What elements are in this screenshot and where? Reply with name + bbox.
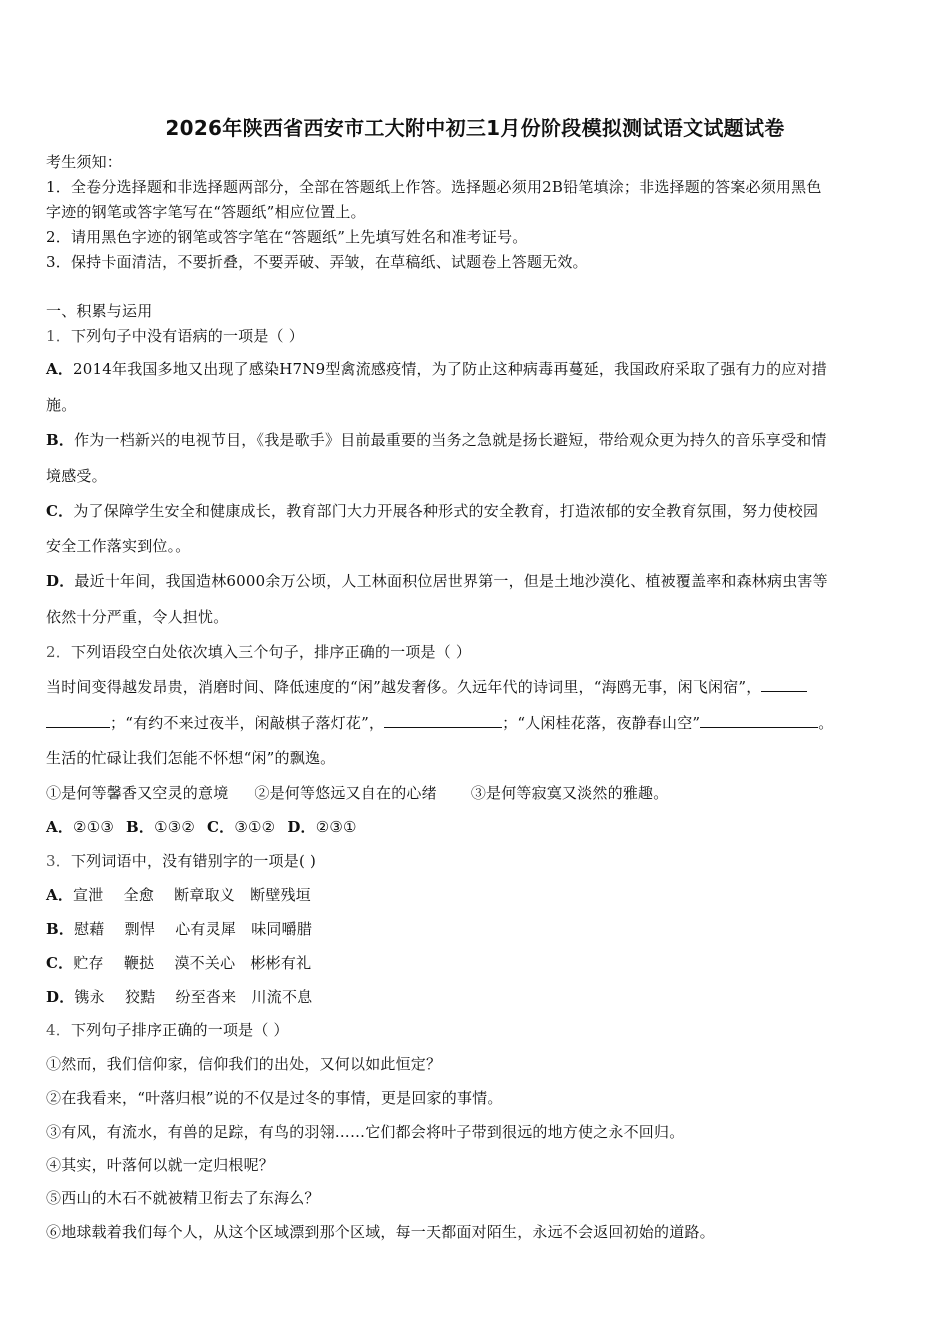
q2-passage-line-1 bbox=[46, 677, 807, 697]
q2-choice-b: ①③② bbox=[154, 818, 196, 836]
section-heading: 一、积累与运用 bbox=[46, 302, 153, 320]
q1-option-d-cont: 依然十分严重，令人担忧。 bbox=[46, 608, 229, 626]
q1-option-a-text: 2014年我国多地又出现了感染H7N9型禽流感疫情，为了防止这种病毒再蔓延，我国政府采取了强有力的应对措 bbox=[73, 360, 827, 378]
question-4-text: 下列句子排序正确的一项是（ ） bbox=[70, 1021, 289, 1039]
q2-choices bbox=[46, 817, 357, 837]
question-4-stem bbox=[46, 1020, 289, 1040]
question-1-stem bbox=[46, 326, 304, 346]
q2-passage-text-1: 当时间变得越发昂贵，消磨时间、降低速度的“闲”越发奢侈。久远年代的诗词里，“海鸥无事，闲飞闲宿”， bbox=[46, 678, 762, 696]
q1-option-d-text: 最近十年间，我国造林6000余万公顷，人工林面积位居世界第一，但是土地沙漠化、植被覆盖率和森林病虫害等 bbox=[74, 572, 828, 590]
q2-choice-c-label: C． bbox=[207, 818, 235, 836]
q3-option-b bbox=[46, 919, 312, 939]
q1-option-a-cont: 施。 bbox=[46, 396, 77, 414]
q3-option-a bbox=[46, 885, 311, 905]
q2-choice-d: ②③① bbox=[315, 818, 357, 836]
notice-item-1-line-2: 字迹的钢笔或答字笔写在“答题纸”相应位置上。 bbox=[46, 203, 366, 221]
q1-option-a-label: A． bbox=[46, 360, 74, 378]
q1-option-c-cont: 安全工作落实到位。。 bbox=[46, 537, 191, 555]
q1-option-b-label: B． bbox=[46, 431, 75, 449]
q3-option-d-label: D． bbox=[46, 988, 75, 1006]
notice-item-2: 2．请用黑色字迹的钢笔或答字笔在“答题纸”上先填写姓名和准考证号。 bbox=[46, 228, 528, 246]
q4-sentence-3: ③有风，有流水，有兽的足踪，有鸟的羽翎……它们都会将叶子带到很远的地方使之永不回归。 bbox=[46, 1123, 685, 1141]
q2-sentence-1: ①是何等馨香又空灵的意境 bbox=[46, 784, 229, 802]
q2-choice-c: ③①② bbox=[234, 818, 276, 836]
answer-blank[interactable] bbox=[46, 713, 110, 728]
q3-option-b-label: B． bbox=[46, 920, 75, 938]
q2-choice-a: ②①③ bbox=[73, 818, 114, 836]
question-1-text: 下列句子中没有语病的一项是（ ） bbox=[70, 327, 304, 345]
question-2-number: 2． bbox=[46, 643, 71, 661]
question-3-text: 下列词语中，没有错别字的一项是( ) bbox=[70, 852, 317, 870]
q2-choice-d-label: D． bbox=[287, 818, 316, 836]
answer-blank[interactable] bbox=[384, 713, 502, 728]
q3-option-b-text: 慰藉 剽悍 心有灵犀 味同嚼腊 bbox=[74, 920, 313, 938]
q2-sentence-3: ③是何等寂寞又淡然的雅趣。 bbox=[470, 784, 669, 802]
answer-blank[interactable] bbox=[761, 677, 807, 692]
answer-blank[interactable] bbox=[700, 713, 818, 728]
q4-sentence-4: ④其实，叶落何以就一定归根呢？ bbox=[46, 1156, 275, 1174]
q4-sentence-6: ⑥地球载着我们每个人，从这个区域漂到那个区域，每一天都面对陌生，永远不会返回初始的道路。 bbox=[46, 1223, 715, 1241]
notice-heading: 考生须知： bbox=[46, 153, 123, 171]
q2-passage-line-2 bbox=[46, 713, 833, 733]
q2-passage-text-2b: ；“人闲桂花落，夜静春山空” bbox=[502, 714, 701, 732]
q1-option-b-cont: 境感受。 bbox=[46, 467, 107, 485]
q2-passage-line-3: 生活的忙碌让我们怎能不怀想“闲”的飘逸。 bbox=[46, 749, 336, 767]
q1-option-b-text: 作为一档新兴的电视节目，《我是歌手》目前最重要的当务之急就是扬长避短，带给观众更为持久的音乐享受和情 bbox=[74, 431, 827, 449]
q4-sentence-2: ②在我看来，“叶落归根”说的不仅是过冬的事情，更是回家的事情。 bbox=[46, 1089, 503, 1107]
page-title: 2026年陕西省西安市工大附中初三1月份阶段模拟测试语文试题试卷 bbox=[165, 116, 785, 140]
notice-item-3: 3．保持卡面清洁，不要折叠，不要弄破、弄皱，在草稿纸、试题卷上答题无效。 bbox=[46, 253, 588, 271]
q4-sentence-5: ⑤西山的木石不就被精卫衔去了东海么？ bbox=[46, 1189, 320, 1207]
q3-option-d-text: 镌永 狡黠 纷至沓来 川流不息 bbox=[74, 988, 313, 1006]
q1-option-a bbox=[46, 359, 827, 379]
q3-option-a-text: 宣泄 全愈 断章取义 断壁残垣 bbox=[73, 886, 311, 904]
notice-item-1-line-1: 1．全卷分选择题和非选择题两部分，全部在答题纸上作答。选择题必须用2B铅笔填涂；非选择题的答案必须用黑色 bbox=[46, 178, 822, 196]
question-2-stem bbox=[46, 642, 471, 662]
question-3-stem bbox=[46, 851, 316, 871]
q1-option-d-label: D． bbox=[46, 572, 75, 590]
q1-option-c-text: 为了保障学生安全和健康成长，教育部门大力开展各种形式的安全教育，打造浓郁的安全教育氛围，努力使校园 bbox=[73, 502, 819, 520]
q2-choice-b-label: B． bbox=[126, 818, 155, 836]
q1-option-c-label: C． bbox=[46, 502, 74, 520]
q3-option-a-label: A． bbox=[46, 886, 74, 904]
question-2-text: 下列语段空白处依次填入三个句子，排序正确的一项是（ ） bbox=[70, 643, 472, 661]
q3-option-c bbox=[46, 953, 311, 973]
q1-option-b bbox=[46, 430, 827, 450]
q3-option-c-text: 贮存 鞭挞 漠不关心 彬彬有礼 bbox=[73, 954, 312, 972]
q4-sentence-1: ①然而，我们信仰家，信仰我们的出处，又何以如此恒定？ bbox=[46, 1055, 442, 1073]
q2-sentence-2: ②是何等悠远又自在的心绪 bbox=[254, 784, 437, 802]
q3-option-c-label: C． bbox=[46, 954, 74, 972]
q1-option-c bbox=[46, 501, 818, 521]
q1-option-d bbox=[46, 571, 828, 591]
question-4-number: 4． bbox=[46, 1021, 71, 1039]
q2-sentence-options bbox=[46, 783, 668, 803]
q3-option-d bbox=[46, 987, 312, 1007]
question-3-number: 3． bbox=[46, 852, 71, 870]
q2-passage-text-2a: ；“有约不来过夜半，闲敲棋子落灯花”， bbox=[110, 714, 385, 732]
q2-choice-a-label: A． bbox=[46, 818, 74, 836]
q2-passage-text-2c: 。 bbox=[818, 714, 834, 732]
question-1-number: 1． bbox=[46, 327, 71, 345]
